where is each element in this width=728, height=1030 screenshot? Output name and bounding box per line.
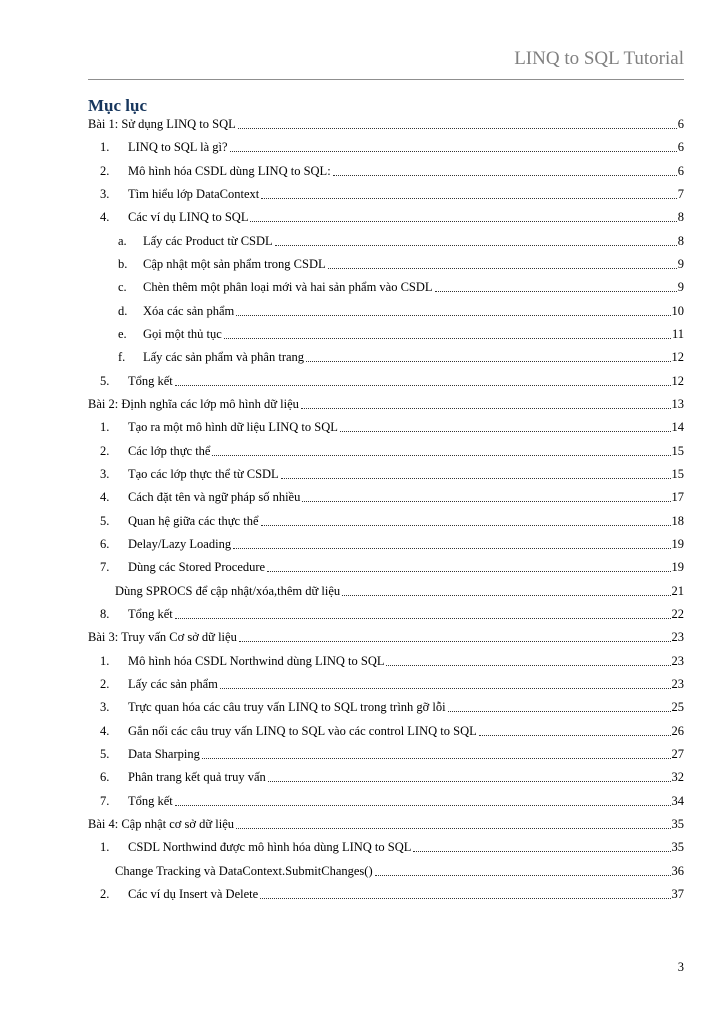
toc-entry[interactable] [88, 279, 684, 295]
toc-entry-number: e. [118, 326, 127, 341]
toc-entry-title: Quan hệ giữa các thực thể [128, 513, 259, 528]
toc-entry[interactable] [88, 583, 684, 599]
toc-entry-number: 5. [100, 746, 110, 761]
toc-entry-number: 3. [100, 466, 110, 481]
toc-dot-leader [479, 732, 671, 736]
toc-dot-leader [342, 592, 670, 596]
page-number: 3 [677, 960, 684, 974]
toc-dot-leader [281, 475, 671, 479]
toc-entry-page: 9 [677, 280, 684, 295]
toc-entry-title: Dùng SPROCS để cập nhật/xóa,thêm dữ liệu [115, 583, 341, 598]
running-header: LINQ to SQL Tutorial [514, 48, 684, 69]
toc-entry-title: Mô hình hóa CSDL dùng LINQ to SQL: [128, 163, 331, 178]
toc-entry[interactable] [88, 233, 684, 249]
toc-entry-title: Bài 2: Định nghĩa các lớp mô hình dữ liệu [88, 396, 299, 411]
toc-entry[interactable] [88, 723, 684, 739]
toc-entry-title: Bài 1: Sử dụng LINQ to SQL [88, 117, 236, 131]
toc-entry-page: 6 [677, 163, 684, 178]
toc-entry[interactable] [88, 839, 684, 855]
toc-entry-page: 8 [677, 210, 684, 225]
toc-entry[interactable] [88, 443, 684, 459]
toc-entry-title: Phân trang kết quả truy vấn [128, 770, 266, 785]
toc-entry[interactable] [88, 536, 684, 552]
toc-dot-leader [239, 638, 671, 642]
toc-entry-title: Change Tracking và DataContext.SubmitChanges() [115, 863, 373, 878]
toc-dot-leader [175, 615, 671, 619]
toc-entry-number: 6. [100, 536, 110, 551]
toc-entry-number: 2. [100, 163, 110, 178]
toc-entry-page: 8 [677, 233, 684, 248]
toc-entry-number: 6. [100, 770, 110, 785]
toc-entry-number: 7. [100, 560, 110, 575]
toc-entry-number: 4. [100, 723, 110, 738]
toc-dot-leader [375, 872, 671, 876]
toc-entry[interactable] [88, 769, 684, 785]
toc-entry[interactable] [88, 559, 684, 575]
toc-dot-leader [212, 452, 670, 456]
toc-entry[interactable] [88, 396, 684, 412]
toc-entry-page: 23 [671, 630, 684, 645]
toc-entry[interactable] [88, 886, 684, 902]
toc-entry-page: 17 [671, 490, 684, 505]
toc-entry-number: f. [118, 350, 126, 365]
toc-entry-title: Bài 4: Cập nhật cơ sở dữ liệu [88, 816, 235, 831]
toc-dot-leader [413, 848, 670, 852]
toc-dot-leader [268, 778, 671, 782]
toc-dot-leader [260, 895, 670, 899]
toc-dot-leader [175, 382, 671, 386]
toc-entry-page: 12 [671, 373, 684, 388]
toc-entry-number: 2. [100, 886, 110, 901]
toc-entry[interactable] [88, 326, 684, 342]
toc-entry[interactable] [88, 303, 684, 319]
toc-entry-number: 3. [100, 700, 110, 715]
toc-entry[interactable] [88, 186, 684, 202]
toc-entry-page: 35 [671, 816, 684, 831]
toc-entry-page: 19 [671, 560, 684, 575]
toc-entry-title: Bài 3: Truy vấn Cơ sở dữ liệu [88, 630, 237, 645]
toc-dot-leader [236, 312, 670, 316]
toc-dot-leader [333, 172, 677, 176]
toc-entry-number: 3. [100, 186, 110, 201]
toc-dot-leader [230, 148, 677, 152]
toc-dot-leader [261, 195, 677, 199]
toc-entry-page: 15 [671, 443, 684, 458]
toc-entry-page: 21 [671, 583, 684, 598]
toc-entry-title: Gắn nối các câu truy vấn LINQ to SQL vào các control LINQ to SQL [128, 723, 477, 738]
toc-entry-page: 34 [671, 793, 684, 808]
toc-entry[interactable] [88, 116, 684, 132]
toc-entry-number: 2. [100, 443, 110, 458]
toc-entry-page: 26 [671, 723, 684, 738]
toc-entry-page: 14 [671, 420, 684, 435]
toc-entry-page: 15 [671, 466, 684, 481]
toc-dot-leader [302, 498, 670, 502]
toc-entry-number: 2. [100, 676, 110, 691]
toc-entry-page: 19 [671, 536, 684, 551]
toc-entry-page: 23 [671, 676, 684, 691]
toc-entry-page: 12 [671, 350, 684, 365]
toc-entry-title: Các lớp thực thể [128, 443, 211, 458]
toc-entry-number: 1. [100, 140, 110, 155]
toc-entry-number: c. [118, 280, 127, 295]
toc-entry[interactable] [88, 349, 684, 365]
toc-dot-leader [386, 662, 670, 666]
toc-entry[interactable] [88, 793, 684, 809]
toc-dot-leader [275, 242, 677, 246]
toc-entry[interactable] [88, 419, 684, 435]
toc-entry-title: LINQ to SQL là gì? [128, 140, 228, 155]
toc-dot-leader [238, 125, 677, 129]
toc-entry-number: d. [118, 303, 128, 318]
toc-entry[interactable] [88, 373, 684, 389]
toc-entry-title: Dùng các Stored Procedure [128, 560, 266, 575]
toc-entry-page: 27 [671, 746, 684, 761]
toc-dot-leader [448, 708, 671, 712]
toc-entry-title: Lấy các Product từ CSDL [143, 233, 273, 248]
toc-entry-number: 5. [100, 373, 110, 388]
toc-dot-leader [267, 568, 670, 572]
toc-entry-title: Data Sharping [128, 746, 200, 761]
toc-dot-leader [250, 218, 676, 222]
toc-entry[interactable] [88, 256, 684, 272]
toc-dot-leader [306, 358, 670, 362]
header-rule [88, 79, 684, 80]
toc-entry[interactable] [88, 513, 684, 529]
toc-dot-leader [340, 428, 671, 432]
toc-entry-title: Trực quan hóa các câu truy vấn LINQ to SQL trong trình gỡ lỗi [128, 700, 446, 715]
toc-entry-title: Chèn thêm một phân loại mới và hai sản phẩm vào CSDL [143, 280, 433, 295]
toc-entry-title: Các ví dụ Insert và Delete [128, 886, 259, 901]
toc-entry-title: CSDL Northwind được mô hình hóa dùng LINQ to SQL [128, 840, 412, 855]
toc-dot-leader [435, 288, 677, 292]
toc-entry[interactable] [88, 699, 684, 715]
toc-entry[interactable] [88, 606, 684, 622]
toc-entry-page: 36 [671, 863, 684, 878]
toc-entry-page: 18 [671, 513, 684, 528]
toc-entry[interactable] [88, 653, 684, 669]
toc-entry-title: Lấy các sản phẩm [128, 676, 218, 691]
toc-entry-number: 4. [100, 490, 110, 505]
toc-entry-title: Mô hình hóa CSDL Northwind dùng LINQ to SQL [128, 653, 385, 668]
toc-entry-title: Các ví dụ LINQ to SQL [128, 210, 249, 225]
toc-entry-number: 1. [100, 653, 110, 668]
toc-entry[interactable] [88, 489, 684, 505]
toc-entry[interactable] [88, 139, 684, 155]
toc-entry[interactable] [88, 629, 684, 645]
toc-entry-number: a. [118, 233, 127, 248]
toc-entry-page: 25 [671, 700, 684, 715]
toc-entry-title: Gọi một thủ tục [143, 326, 222, 341]
toc-entry[interactable] [88, 209, 684, 225]
toc-dot-leader [220, 685, 671, 689]
toc-entry-title: Xóa các sản phẩm [143, 303, 235, 318]
toc-entry-number: 1. [100, 420, 110, 435]
toc-dot-leader [224, 335, 671, 339]
toc-entry[interactable] [88, 676, 684, 692]
toc-dot-leader [301, 405, 671, 409]
toc-entry-page: 11 [671, 326, 684, 341]
toc-entry-title: Tổng kết [128, 793, 173, 808]
toc-entry-title: Lấy các sản phẩm và phân trang [143, 350, 305, 365]
toc-entry-number: 7. [100, 793, 110, 808]
toc-entry-number: b. [118, 256, 128, 271]
toc-dot-leader [202, 755, 671, 759]
toc-entry-page: 23 [671, 653, 684, 668]
toc-dot-leader [328, 265, 677, 269]
toc-title: Mục lục [88, 96, 148, 115]
toc-entry-number: 5. [100, 513, 110, 528]
toc-entry-title: Tạo các lớp thực thể từ CSDL [128, 466, 279, 481]
toc-dot-leader [236, 825, 670, 829]
toc-entry-page: 37 [671, 886, 684, 901]
toc-entry-title: Tạo ra một mô hình dữ liệu LINQ to SQL [128, 420, 338, 435]
toc-entry-page: 13 [671, 396, 684, 411]
toc-entry-page: 6 [677, 140, 684, 155]
toc-entry[interactable] [88, 163, 684, 179]
toc-entry-title: Tổng kết [128, 373, 173, 388]
toc-entry-title: Tổng kết [128, 606, 173, 621]
toc-dot-leader [233, 545, 670, 549]
toc-entry-page: 9 [677, 256, 684, 271]
toc-entry[interactable] [88, 863, 684, 879]
toc-entry-number: 4. [100, 210, 110, 225]
toc-dot-leader [261, 522, 671, 526]
toc-entry[interactable] [88, 746, 684, 762]
toc-entry-title: Delay/Lazy Loading [128, 536, 232, 551]
toc-entry-number: 8. [100, 606, 110, 621]
toc-entry-page: 35 [671, 840, 684, 855]
toc-entry-number: 1. [100, 840, 110, 855]
toc-entry-page: 7 [677, 186, 684, 201]
toc-entry-title: Tìm hiểu lớp DataContext [128, 186, 260, 201]
toc-entry[interactable] [88, 466, 684, 482]
toc-entry-page: 32 [671, 770, 684, 785]
toc-entry-page: 6 [677, 117, 684, 131]
toc-entry-page: 10 [671, 303, 684, 318]
toc-entry-page: 22 [671, 606, 684, 621]
toc-dot-leader [175, 802, 671, 806]
toc-entry-title: Cập nhật một sản phẩm trong CSDL [143, 256, 326, 271]
toc-entry-title: Cách đặt tên và ngữ pháp số nhiều [128, 490, 301, 505]
toc-entry[interactable] [88, 816, 684, 832]
